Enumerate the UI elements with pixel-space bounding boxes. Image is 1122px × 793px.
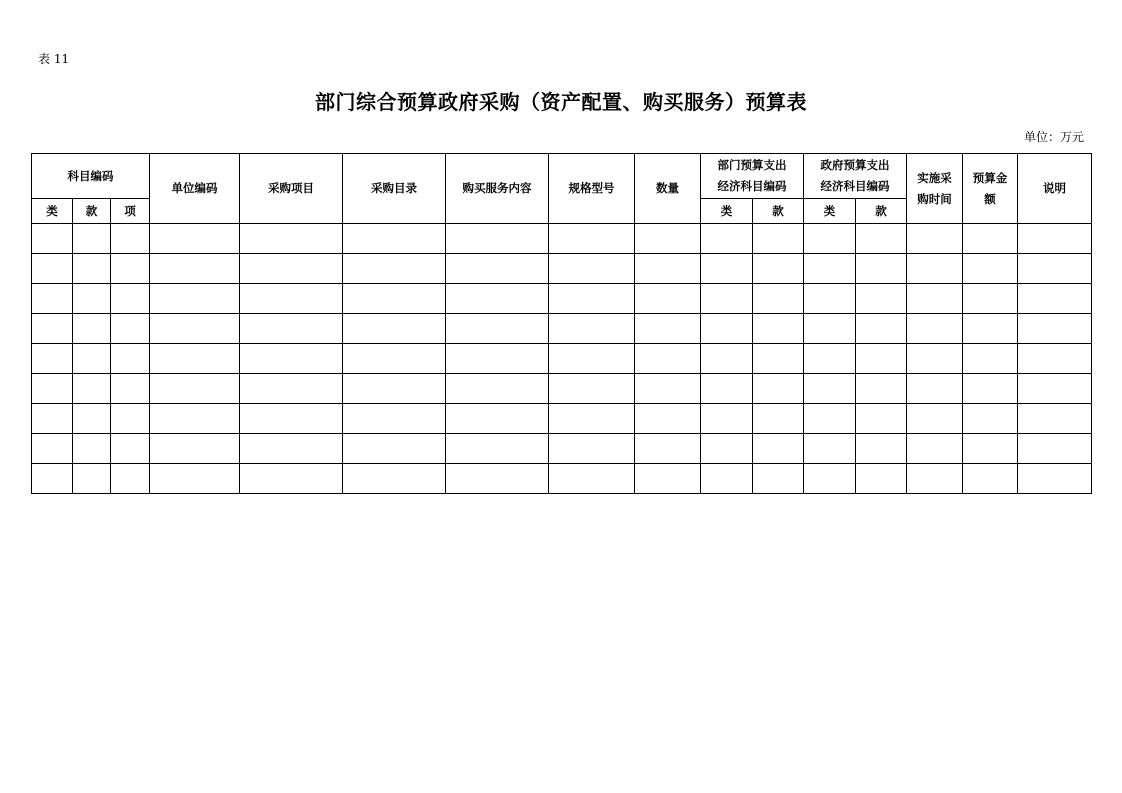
table-cell[interactable]	[73, 284, 111, 314]
table-cell[interactable]	[753, 434, 804, 464]
table-cell[interactable]	[111, 434, 150, 464]
table-cell[interactable]	[856, 404, 907, 434]
table-cell[interactable]	[73, 344, 111, 374]
table-cell[interactable]	[240, 344, 343, 374]
table-row	[32, 284, 1092, 314]
table-cell[interactable]	[907, 284, 963, 314]
table-cell[interactable]	[753, 284, 804, 314]
table-cell[interactable]	[32, 284, 73, 314]
header-subject-code: 科目编码	[32, 154, 150, 199]
table-cell[interactable]	[111, 374, 150, 404]
table-cell[interactable]	[963, 404, 1018, 434]
table-cell[interactable]	[963, 284, 1018, 314]
table-cell[interactable]	[856, 374, 907, 404]
table-cell[interactable]	[73, 224, 111, 254]
table-cell[interactable]	[804, 404, 856, 434]
table-cell[interactable]	[635, 464, 701, 494]
table-cell[interactable]	[701, 404, 753, 434]
table-cell[interactable]	[856, 314, 907, 344]
table-cell[interactable]	[635, 344, 701, 374]
table-cell[interactable]	[753, 254, 804, 284]
table-cell[interactable]	[1018, 224, 1092, 254]
table-cell[interactable]	[804, 374, 856, 404]
header-budget-amount-line1: 预算金	[972, 170, 1008, 185]
header-quantity: 数量	[635, 154, 701, 224]
header-dept-lei: 类	[701, 199, 753, 224]
table-row	[32, 344, 1092, 374]
header-gov-lei: 类	[804, 199, 856, 224]
header-subject-xiang: 项	[111, 199, 150, 224]
budget-table	[31, 153, 1092, 494]
table-cell[interactable]	[701, 464, 753, 494]
table-cell[interactable]	[856, 224, 907, 254]
table-cell[interactable]	[907, 314, 963, 344]
table-cell[interactable]	[963, 344, 1018, 374]
table-cell[interactable]	[635, 284, 701, 314]
table-cell[interactable]	[753, 374, 804, 404]
table-cell[interactable]	[240, 374, 343, 404]
table-cell[interactable]	[111, 314, 150, 344]
header-remarks: 说明	[1018, 154, 1092, 224]
table-cell[interactable]	[856, 254, 907, 284]
table-cell[interactable]	[753, 404, 804, 434]
table-cell[interactable]	[753, 464, 804, 494]
table-cell[interactable]	[446, 254, 549, 284]
table-row	[32, 404, 1092, 434]
table-cell[interactable]	[907, 374, 963, 404]
table-cell[interactable]	[343, 374, 446, 404]
table-row	[32, 224, 1092, 254]
table-cell[interactable]	[701, 254, 753, 284]
table-cell[interactable]	[343, 404, 446, 434]
table-cell[interactable]	[111, 404, 150, 434]
table-cell[interactable]	[150, 314, 240, 344]
table-cell[interactable]	[907, 344, 963, 374]
table-cell[interactable]	[343, 254, 446, 284]
table-cell[interactable]	[549, 404, 635, 434]
page-title: 部门综合预算政府采购（资产配置、购买服务）预算表	[315, 90, 807, 114]
table-row	[32, 374, 1092, 404]
table-cell[interactable]	[446, 314, 549, 344]
header-budget-amount	[963, 154, 1018, 224]
table-cell[interactable]	[240, 284, 343, 314]
table-cell[interactable]	[32, 224, 73, 254]
header-impl-time-line2: 购时间	[917, 191, 952, 206]
table-cell[interactable]	[549, 434, 635, 464]
table-cell[interactable]	[701, 314, 753, 344]
table-cell[interactable]	[963, 314, 1018, 344]
table-cell[interactable]	[446, 344, 549, 374]
table-cell[interactable]	[753, 344, 804, 374]
table-cell[interactable]	[343, 464, 446, 494]
table-row	[32, 434, 1092, 464]
header-dept-econ-line1: 部门预算支出	[717, 158, 787, 172]
table-cell[interactable]	[73, 314, 111, 344]
table-cell[interactable]	[907, 254, 963, 284]
table-cell[interactable]	[635, 314, 701, 344]
header-spec-model: 规格型号	[549, 154, 635, 224]
table-cell[interactable]	[343, 224, 446, 254]
table-cell[interactable]	[804, 254, 856, 284]
table-cell[interactable]	[32, 404, 73, 434]
header-purchase-catalog: 采购目录	[343, 154, 446, 224]
table-cell[interactable]	[1018, 434, 1092, 464]
table-body	[32, 224, 1092, 494]
table-cell[interactable]	[446, 464, 549, 494]
table-cell[interactable]	[549, 314, 635, 344]
table-cell[interactable]	[549, 464, 635, 494]
table-cell[interactable]	[549, 284, 635, 314]
table-cell[interactable]	[635, 434, 701, 464]
table-cell[interactable]	[907, 404, 963, 434]
header-subject-lei: 类	[32, 199, 73, 224]
table-cell[interactable]	[963, 434, 1018, 464]
table-cell[interactable]	[1018, 374, 1092, 404]
table-cell[interactable]	[73, 404, 111, 434]
table-cell[interactable]	[111, 284, 150, 314]
table-cell[interactable]	[635, 224, 701, 254]
header-subject-kuan: 款	[73, 199, 111, 224]
table-cell[interactable]	[907, 434, 963, 464]
table-cell[interactable]	[32, 344, 73, 374]
table-cell[interactable]	[1018, 254, 1092, 284]
table-cell[interactable]	[32, 434, 73, 464]
table-cell[interactable]	[804, 344, 856, 374]
table-cell[interactable]	[111, 254, 150, 284]
table-cell[interactable]	[73, 434, 111, 464]
table-cell[interactable]	[150, 464, 240, 494]
table-cell[interactable]	[753, 314, 804, 344]
table-cell[interactable]	[446, 224, 549, 254]
table-cell[interactable]	[73, 464, 111, 494]
table-cell[interactable]	[963, 254, 1018, 284]
table-cell[interactable]	[343, 344, 446, 374]
table-cell[interactable]	[240, 224, 343, 254]
table-cell[interactable]	[856, 344, 907, 374]
table-cell[interactable]	[111, 344, 150, 374]
table-cell[interactable]	[549, 224, 635, 254]
unit-label: 单位：万元	[1023, 130, 1084, 144]
table-cell[interactable]	[446, 434, 549, 464]
header-budget-amount-line2: 额	[984, 191, 996, 206]
header-service-content: 购买服务内容	[446, 154, 549, 224]
table-cell[interactable]	[1018, 314, 1092, 344]
header-gov-kuan: 款	[856, 199, 907, 224]
table-cell[interactable]	[240, 404, 343, 434]
table-cell[interactable]	[150, 344, 240, 374]
table-cell[interactable]	[804, 434, 856, 464]
table-cell[interactable]	[856, 284, 907, 314]
table-cell[interactable]	[1018, 284, 1092, 314]
table-cell[interactable]	[804, 464, 856, 494]
table-cell[interactable]	[32, 374, 73, 404]
table-cell[interactable]	[150, 434, 240, 464]
table-cell[interactable]	[343, 314, 446, 344]
table-cell[interactable]	[32, 464, 73, 494]
header-purchase-project: 采购项目	[240, 154, 343, 224]
table-cell[interactable]	[635, 254, 701, 284]
table-cell[interactable]	[343, 284, 446, 314]
table-cell[interactable]	[701, 434, 753, 464]
table-cell[interactable]	[907, 464, 963, 494]
table-cell[interactable]	[446, 284, 549, 314]
table-number: 表 11	[38, 52, 70, 66]
table-cell[interactable]	[701, 224, 753, 254]
table-cell[interactable]	[150, 224, 240, 254]
table-cell[interactable]	[635, 374, 701, 404]
header-dept-econ-line2: 经济科目编码	[717, 179, 787, 193]
table-cell[interactable]	[1018, 344, 1092, 374]
table-cell[interactable]	[32, 314, 73, 344]
table-cell[interactable]	[1018, 464, 1092, 494]
header-gov-econ-line1: 政府预算支出	[820, 158, 890, 172]
table-cell[interactable]	[343, 434, 446, 464]
table-cell[interactable]	[804, 224, 856, 254]
table-cell[interactable]	[150, 404, 240, 434]
table-cell[interactable]	[907, 224, 963, 254]
header-unit-code: 单位编码	[150, 154, 240, 224]
header-dept-kuan: 款	[753, 199, 804, 224]
header-impl-time-line1: 实施采	[917, 170, 952, 185]
table-row	[32, 254, 1092, 284]
table-cell[interactable]	[804, 284, 856, 314]
table-cell[interactable]	[1018, 404, 1092, 434]
table-cell[interactable]	[549, 374, 635, 404]
table-cell[interactable]	[240, 464, 343, 494]
table-cell[interactable]	[240, 314, 343, 344]
table-cell[interactable]	[32, 254, 73, 284]
table-cell[interactable]	[240, 434, 343, 464]
table-cell[interactable]	[150, 284, 240, 314]
table-cell[interactable]	[701, 374, 753, 404]
table-row	[32, 314, 1092, 344]
table-cell[interactable]	[701, 284, 753, 314]
header-dept-econ-code	[701, 154, 804, 199]
table-cell[interactable]	[446, 404, 549, 434]
table-cell[interactable]	[856, 464, 907, 494]
table-cell[interactable]	[804, 314, 856, 344]
table-cell[interactable]	[150, 374, 240, 404]
table-cell[interactable]	[753, 224, 804, 254]
table-cell[interactable]	[635, 404, 701, 434]
table-row	[32, 464, 1092, 494]
table-cell[interactable]	[856, 434, 907, 464]
table-cell[interactable]	[549, 344, 635, 374]
header-gov-econ-code	[804, 154, 907, 199]
table-cell[interactable]	[240, 254, 343, 284]
table-cell[interactable]	[111, 224, 150, 254]
table-cell[interactable]	[73, 374, 111, 404]
table-header	[32, 154, 1092, 224]
header-gov-econ-line2: 经济科目编码	[820, 179, 890, 193]
table-cell[interactable]	[73, 254, 111, 284]
table-cell[interactable]	[701, 344, 753, 374]
table-cell[interactable]	[549, 254, 635, 284]
table-cell[interactable]	[963, 374, 1018, 404]
table-cell[interactable]	[446, 374, 549, 404]
table-cell[interactable]	[150, 254, 240, 284]
header-impl-time	[907, 154, 963, 224]
table-cell[interactable]	[963, 224, 1018, 254]
table-cell[interactable]	[111, 464, 150, 494]
table-cell[interactable]	[963, 464, 1018, 494]
